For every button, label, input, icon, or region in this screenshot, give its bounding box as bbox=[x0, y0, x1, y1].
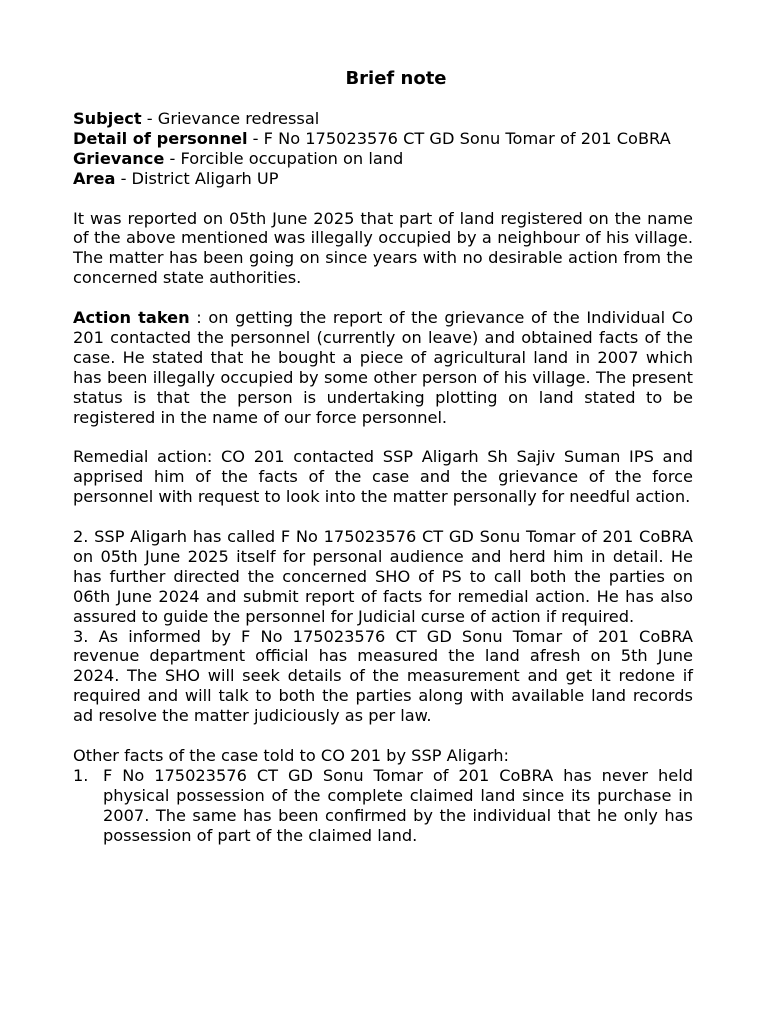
spacer bbox=[73, 427, 693, 447]
grievance-value: - Forcible occupation on land bbox=[164, 148, 404, 168]
point-2-paragraph: 2. SSP Aligarh has called F No 175023576 CT GD Sonu Tomar of 201 CoBRA on 05th June 2025 itself for personal audience and herd him in detail. He has further directed the concerned SHO of PS to call both the parties on 06th June 2024 and submit report of facts for remedial action. He has also assured to guide the personnel for Judicial curse of action if required. bbox=[73, 526, 693, 626]
spacer bbox=[73, 726, 693, 746]
document-page bbox=[73, 67, 693, 845]
personnel-line bbox=[73, 129, 693, 149]
area-label: Area bbox=[73, 168, 116, 188]
point-3-paragraph: 3. As informed by F No 175023576 CT GD Sonu Tomar of 201 CoBRA revenue department official has measured the land afresh on 5th June 2024. The SHO will seek details of the measurement and get it redone if required and will talk to both the parties along with available land records ad resolve the matter judiciously as per law. bbox=[73, 626, 693, 726]
action-taken-paragraph bbox=[73, 308, 693, 427]
remedial-paragraph: Remedial action: CO 201 contacted SSP Aligarh Sh Sajiv Suman IPS and apprised him of the facts of the case and the grievance of the force personnel with request to look into the matter personally for needful action. bbox=[73, 447, 693, 507]
spacer bbox=[73, 288, 693, 308]
action-taken-text: : on getting the report of the grievance of the Individual Co 201 contacted the personnel (currently on leave) and obtained facts of the case. He stated that he bought a piece of agricultural land in 2007 which has been illegally occupied by some other person of his village. The present status is that the person is undertaking plotting on land stated to be registered in the name of our force personnel. bbox=[73, 308, 693, 427]
grievance-line bbox=[73, 149, 693, 169]
other-facts-heading: Other facts of the case told to CO 201 by SSP Aligarh: bbox=[73, 745, 509, 765]
list-item bbox=[73, 766, 693, 846]
report-paragraph: It was reported on 05th June 2025 that part of land registered on the name of the above mentioned was illegally occupied by a neighbour of his village. The matter has been going on since years with no desirable action from the concerned state authorities. bbox=[73, 208, 693, 288]
list-item-text: F No 175023576 CT GD Sonu Tomar of 201 CoBRA has never held physical possession of the complete claimed land since its purchase in 2007. The same has been confirmed by the individual that he only has possession of part of the claimed land. bbox=[103, 765, 693, 845]
area-value: - District Aligarh UP bbox=[115, 168, 279, 188]
area-line bbox=[73, 169, 693, 189]
personnel-value: - F No 175023576 CT GD Sonu Tomar of 201 CoBRA bbox=[247, 128, 671, 148]
grievance-label: Grievance bbox=[73, 148, 165, 168]
subject-line bbox=[73, 109, 693, 129]
other-facts-list bbox=[73, 766, 693, 846]
spacer bbox=[73, 507, 693, 527]
personnel-label: Detail of personnel bbox=[73, 128, 248, 148]
action-taken-label: Action taken bbox=[73, 308, 190, 328]
spacer bbox=[73, 189, 693, 209]
document-title: Brief note bbox=[345, 68, 447, 89]
subject-value: - Grievance redressal bbox=[141, 109, 320, 128]
subject-label: Subject bbox=[73, 109, 142, 128]
list-item-number: 1. bbox=[73, 765, 89, 785]
